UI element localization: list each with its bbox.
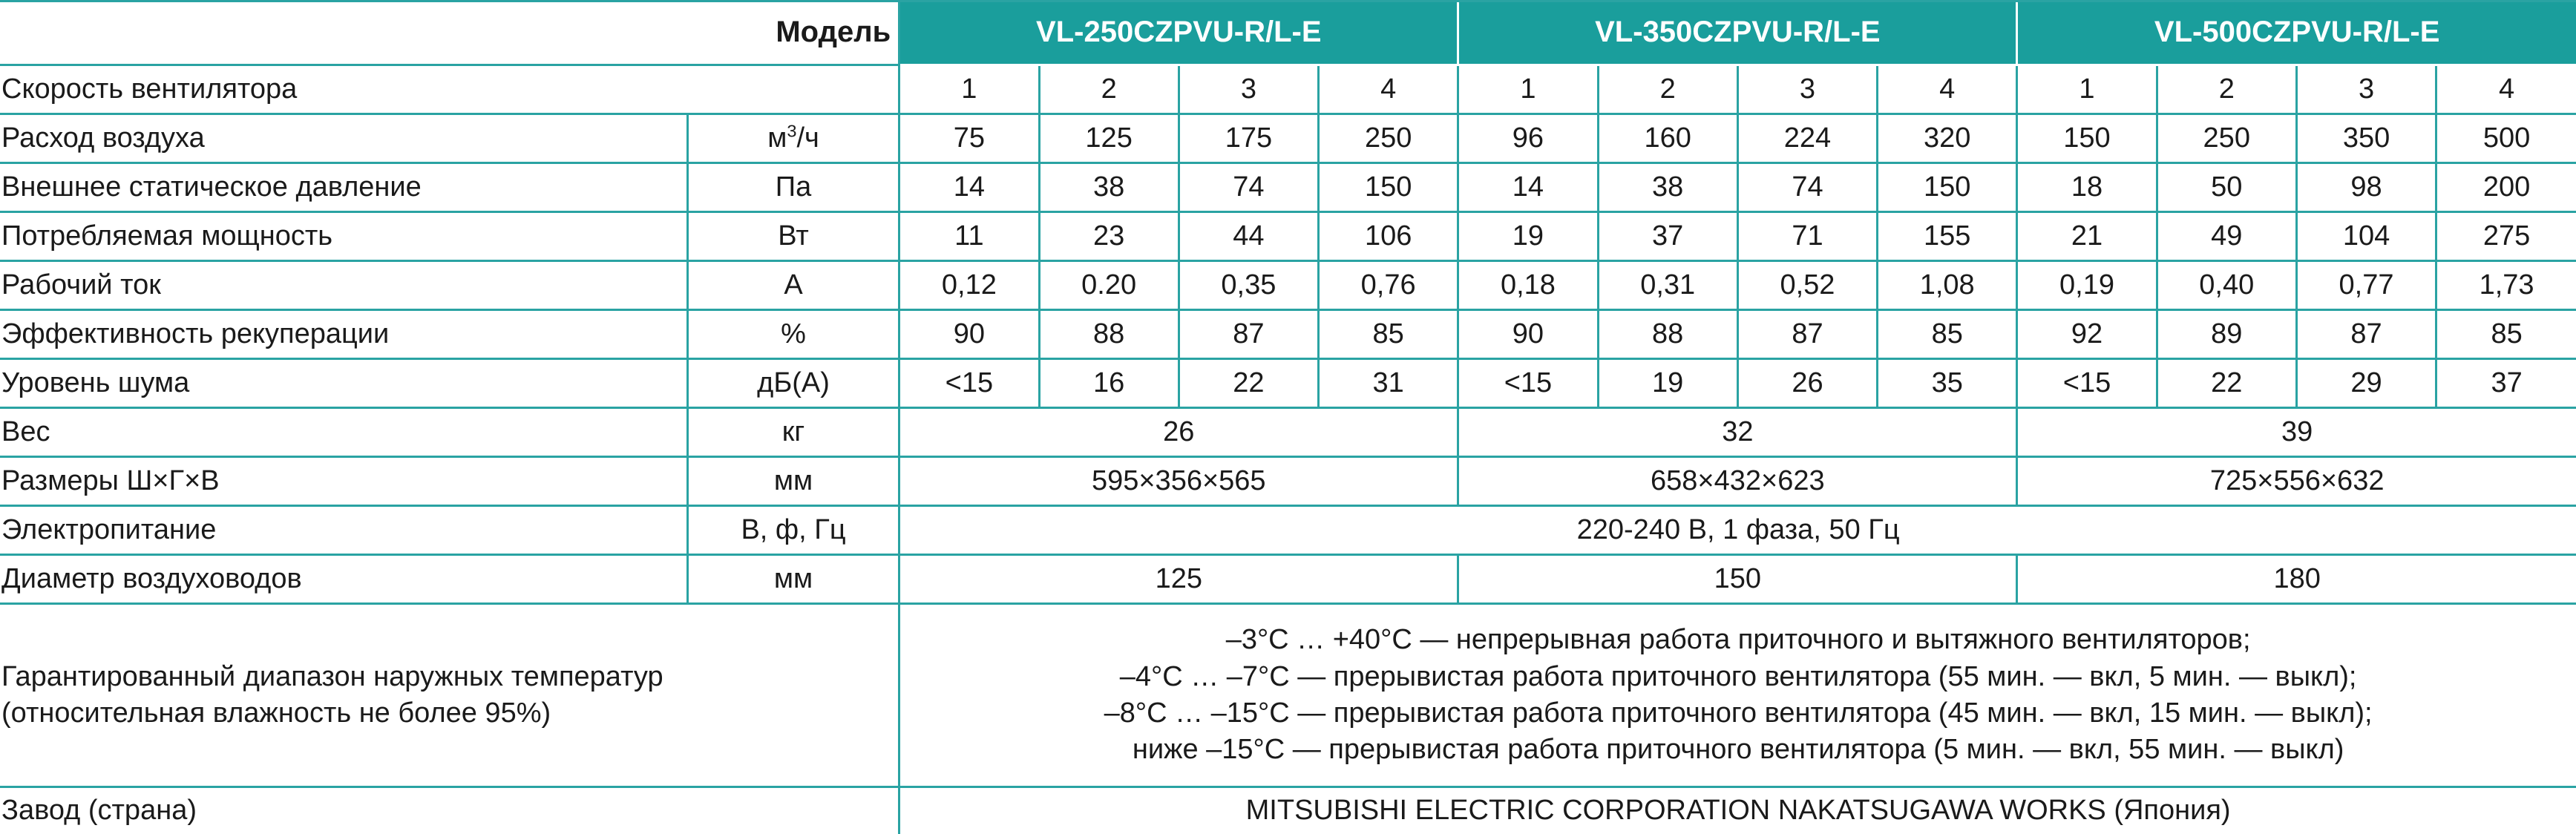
row-label: Размеры Ш×Г×В	[0, 457, 687, 506]
static-pressure-row	[0, 163, 2576, 212]
unit-cell: дБ(А)	[687, 359, 899, 408]
model-label: Модель	[0, 0, 899, 65]
cell: 0,31	[1598, 261, 1737, 310]
cell: 220-240 В, 1 фаза, 50 Гц	[899, 506, 2576, 555]
unit-cell: А	[687, 261, 899, 310]
cell: 87	[1737, 310, 1877, 359]
cell: 0,35	[1179, 261, 1318, 310]
cell: 275	[2436, 212, 2576, 261]
cell: 39	[2017, 408, 2576, 457]
cell: 595×356×565	[899, 457, 1458, 506]
cell: 22	[2157, 359, 2296, 408]
row-label: Скорость вентилятора	[0, 65, 899, 114]
cell: 3	[2296, 65, 2436, 114]
cell: 200	[2436, 163, 2576, 212]
cell: 4	[2436, 65, 2576, 114]
cell: 88	[1039, 310, 1179, 359]
weight-row	[0, 408, 2576, 457]
current-row	[0, 261, 2576, 310]
temp-label-line: Гарантированный диапазон наружных температур	[1, 659, 898, 695]
cell: 1	[899, 65, 1039, 114]
cell: 85	[1319, 310, 1458, 359]
cell: 4	[1878, 65, 2017, 114]
top-border	[0, 0, 2576, 2]
cell: 155	[1878, 212, 2017, 261]
cell: 1,08	[1878, 261, 2017, 310]
model-name-2: VL-350CZPVU-R/L-E	[1458, 0, 2017, 65]
unit-cell: Па	[687, 163, 899, 212]
cell: 19	[1458, 212, 1598, 261]
cell: 98	[2296, 163, 2436, 212]
cell: 150	[1319, 163, 1458, 212]
cell: 92	[2017, 310, 2157, 359]
cell: 0,40	[2157, 261, 2296, 310]
row-label: Диаметр воздуховодов	[0, 555, 687, 604]
cell: 150	[1458, 555, 2017, 604]
cell: 18	[2017, 163, 2157, 212]
cell: 180	[2017, 555, 2576, 604]
cell: 150	[1878, 163, 2017, 212]
cell: 74	[1179, 163, 1318, 212]
cell: 37	[1598, 212, 1737, 261]
cell: 29	[2296, 359, 2436, 408]
unit-cell: В, ф, Гц	[687, 506, 899, 555]
dimensions-row	[0, 457, 2576, 506]
cell: 21	[2017, 212, 2157, 261]
cell: 160	[1598, 114, 1737, 163]
cell: 35	[1878, 359, 2017, 408]
cell: 71	[1737, 212, 1877, 261]
unit-superscript: 3	[787, 121, 796, 140]
cell: 1	[2017, 65, 2157, 114]
row-label	[0, 604, 899, 787]
power-supply-row	[0, 506, 2576, 555]
cell: 106	[1319, 212, 1458, 261]
cell: 4	[1319, 65, 1458, 114]
cell: 89	[2157, 310, 2296, 359]
cell: 125	[1039, 114, 1179, 163]
model-name-3: VL-500CZPVU-R/L-E	[2017, 0, 2576, 65]
cell: MITSUBISHI ELECTRIC CORPORATION NAKATSUGAWA WORKS (Япония)	[899, 787, 2576, 834]
unit-cell: %	[687, 310, 899, 359]
cell: 74	[1737, 163, 1877, 212]
row-label: Потребляемая мощность	[0, 212, 687, 261]
cell: 26	[1737, 359, 1877, 408]
fan-speed-row	[0, 65, 2576, 114]
cell: 224	[1737, 114, 1877, 163]
cell: 90	[899, 310, 1039, 359]
row-label: Вес	[0, 408, 687, 457]
cell: 14	[1458, 163, 1598, 212]
cell: 1	[1458, 65, 1598, 114]
cell: 23	[1039, 212, 1179, 261]
cell: 658×432×623	[1458, 457, 2017, 506]
temp-condition-line: –4°С … –7°С — прерывистая работа приточного вентилятора (55 мин. — вкл, 5 мин. — выкл);	[900, 659, 2576, 695]
noise-row	[0, 359, 2576, 408]
unit-cell: Вт	[687, 212, 899, 261]
cell: 49	[2157, 212, 2296, 261]
cell: 150	[2017, 114, 2157, 163]
cell: 90	[1458, 310, 1598, 359]
cell: 87	[1179, 310, 1318, 359]
temp-condition-line: ниже –15°С — прерывистая работа приточного вентилятора (5 мин. — вкл, 55 мин. — выкл)	[900, 732, 2576, 768]
cell: 19	[1598, 359, 1737, 408]
unit-cell: кг	[687, 408, 899, 457]
row-label: Завод (страна)	[0, 787, 899, 834]
unit-cell	[687, 114, 899, 163]
power-row	[0, 212, 2576, 261]
efficiency-row	[0, 310, 2576, 359]
cell: 0,52	[1737, 261, 1877, 310]
cell: 31	[1319, 359, 1458, 408]
factory-row	[0, 787, 2576, 834]
cell: 11	[899, 212, 1039, 261]
cell: 88	[1598, 310, 1737, 359]
row-label: Эффективность рекуперации	[0, 310, 687, 359]
cell: 44	[1179, 212, 1318, 261]
cell: 3	[1179, 65, 1318, 114]
cell: 250	[1319, 114, 1458, 163]
cell: 500	[2436, 114, 2576, 163]
unit-base: м	[767, 122, 787, 154]
cell: 104	[2296, 212, 2436, 261]
temp-condition-line: –8°С … –15°С — прерывистая работа приточного вентилятора (45 мин. — вкл, 15 мин. — выкл);	[900, 695, 2576, 732]
cell: 26	[899, 408, 1458, 457]
cell: 350	[2296, 114, 2436, 163]
cell: 0,12	[899, 261, 1039, 310]
cell: 2	[1598, 65, 1737, 114]
duct-diameter-row	[0, 555, 2576, 604]
cell: 2	[2157, 65, 2296, 114]
cell: <15	[2017, 359, 2157, 408]
airflow-row	[0, 114, 2576, 163]
cell: 75	[899, 114, 1039, 163]
cell: 1,73	[2436, 261, 2576, 310]
row-label: Электропитание	[0, 506, 687, 555]
row-label: Внешнее статическое давление	[0, 163, 687, 212]
cell: 0.20	[1039, 261, 1179, 310]
temperature-range-row	[0, 604, 2576, 787]
cell: 22	[1179, 359, 1318, 408]
cell: 38	[1039, 163, 1179, 212]
cell: 14	[899, 163, 1039, 212]
cell: 0,77	[2296, 261, 2436, 310]
cell: 250	[2157, 114, 2296, 163]
temperature-conditions	[899, 604, 2576, 787]
cell: 85	[2436, 310, 2576, 359]
temp-label-line: (относительная влажность не более 95%)	[1, 695, 898, 732]
cell: 725×556×632	[2017, 457, 2576, 506]
cell: 85	[1878, 310, 2017, 359]
cell: <15	[1458, 359, 1598, 408]
row-label: Расход воздуха	[0, 114, 687, 163]
cell: 16	[1039, 359, 1179, 408]
row-label: Рабочий ток	[0, 261, 687, 310]
cell: 50	[2157, 163, 2296, 212]
cell: 2	[1039, 65, 1179, 114]
cell: 38	[1598, 163, 1737, 212]
cell: 0,76	[1319, 261, 1458, 310]
cell: 0,19	[2017, 261, 2157, 310]
row-label: Уровень шума	[0, 359, 687, 408]
model-name-1: VL-250CZPVU-R/L-E	[899, 0, 1458, 65]
cell: <15	[899, 359, 1039, 408]
cell: 175	[1179, 114, 1318, 163]
unit-tail: /ч	[796, 122, 819, 154]
cell: 0,18	[1458, 261, 1598, 310]
temp-condition-line: –3°С … +40°С — непрерывная работа приточного и вытяжного вентиляторов;	[900, 622, 2576, 658]
cell: 3	[1737, 65, 1877, 114]
cell: 37	[2436, 359, 2576, 408]
unit-cell: мм	[687, 555, 899, 604]
cell: 320	[1878, 114, 2017, 163]
model-header-row	[0, 0, 2576, 65]
cell: 96	[1458, 114, 1598, 163]
unit-cell: мм	[687, 457, 899, 506]
cell: 125	[899, 555, 1458, 604]
cell: 87	[2296, 310, 2436, 359]
cell: 32	[1458, 408, 2017, 457]
